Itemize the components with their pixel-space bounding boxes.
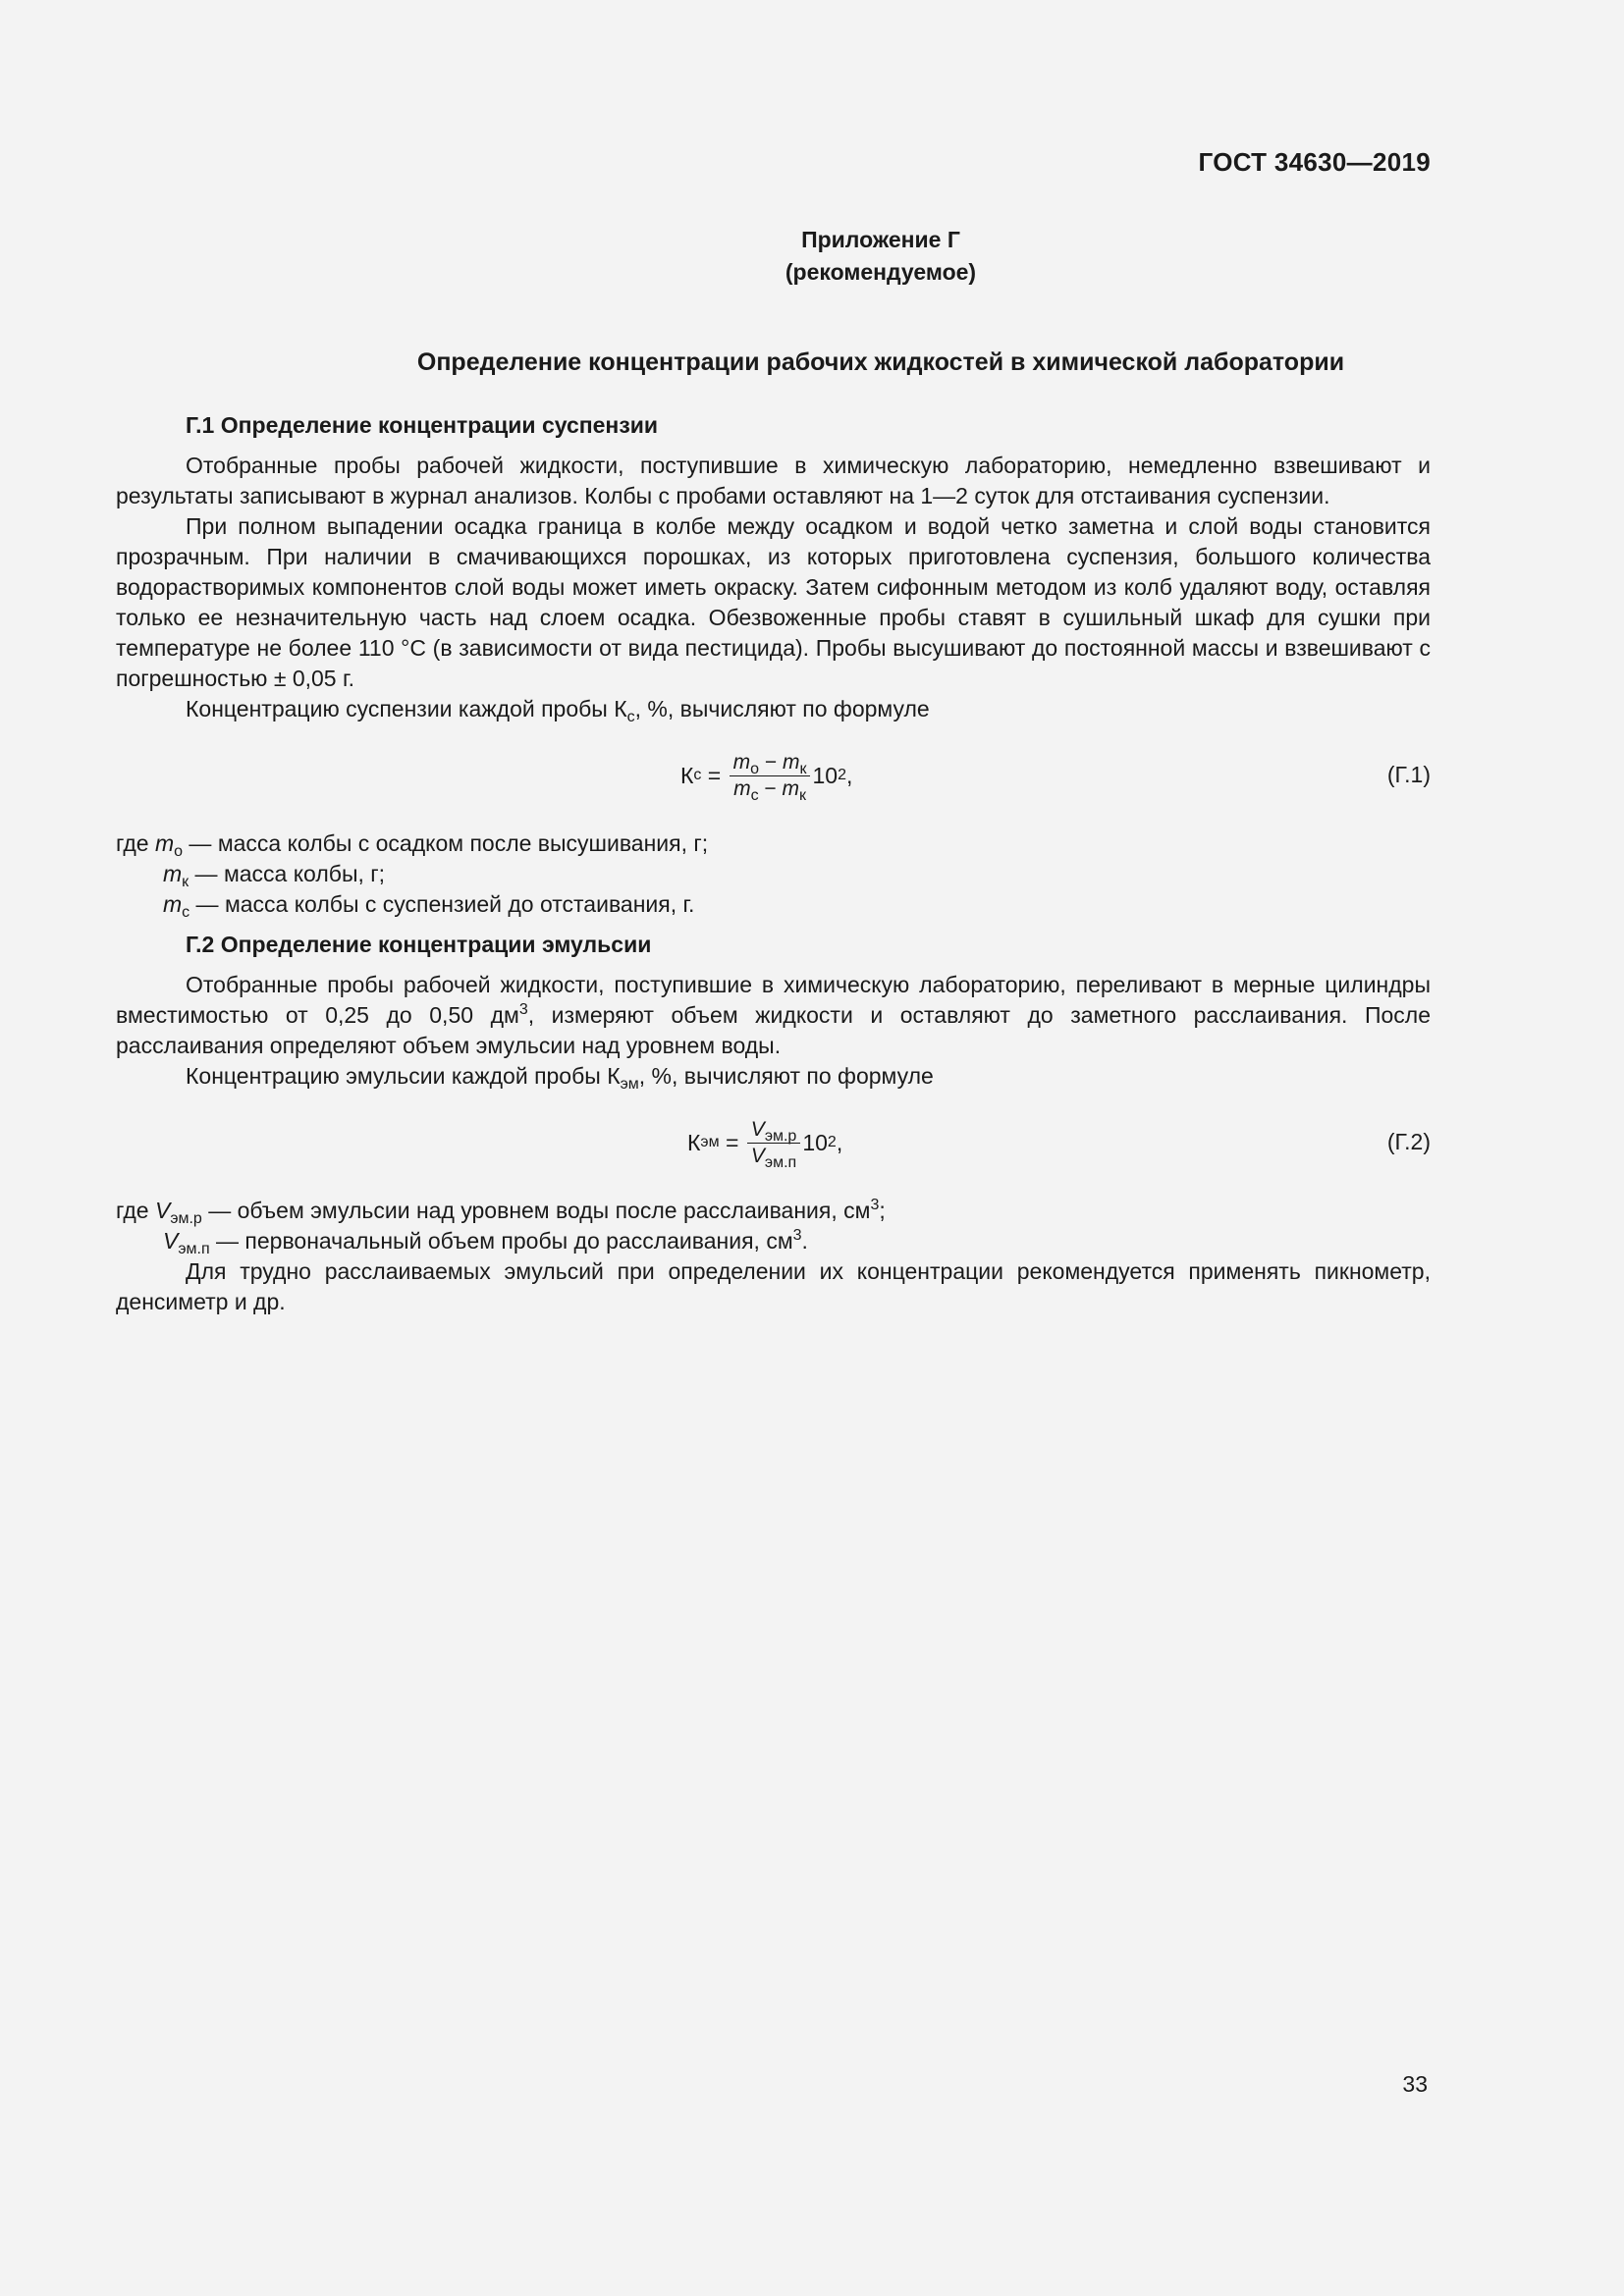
page-number: 33 [1402,2071,1428,2097]
where-item: где $m_о$ — масса колбы с осадком после высушивания, г; [116,830,709,860]
denominator: $m_с - m_к$ [733,776,807,804]
where-item: где $V_{эм.р}$ — объем эмульсии над уровнем воды после расслаивания, $см^3$; [116,1197,886,1227]
numerator: $V_{эм.р}$ [750,1117,797,1145]
paragraph: Для трудно расслаиваемых эмульсий при определении их концентрации рекомендуется применять пикнометр, денсиметр и др. [116,1258,1431,1314]
section-heading-2: Г.2 Определение концентрации эмульсии [186,932,652,957]
standard-code: ГОСТ 34630—2019 [1198,147,1431,177]
annex-title: Приложение Г [801,227,960,252]
paragraph: Отобранные пробы рабочей жидкости, поступившие в химическую лабораторию, немедленно взвешивают и результаты записывают в журнал анализов. Колбы с пробами оставляют на 1—2 суток для отстаивания суспензии. [116,453,1431,508]
annex-header [0,224,1624,289]
where-item: $V_{эм.п}$ — первоначальный объем пробы до расслаивания, $см^3$. [163,1227,808,1257]
fraction [747,1117,801,1169]
paragraph: Отобранные пробы рабочей жидкости, поступившие в химическую лабораторию, переливают в мерные цилиндры вместимостью от 0,25 до 0,50 $дм^3$, измеряют объем жидкости и оставляют до заметного расслаивания. После расслаивания определяют объем эмульсии над уровнем воды. [116,972,1432,1058]
formula-g2 [116,1101,1431,1184]
formula-expression: К с = $\frac{m_о - m_к}{m_с - m_к}$ 10 2 , [680,750,853,804]
annex-status: (рекомендуемое) [785,259,977,285]
formula-g1 [116,734,1431,817]
equation-number: (Г.2) [1386,1129,1431,1154]
formula-expression: К эм = $\frac{V_{эм.р}}{V_{эм.п}}$ 10 2 , [687,1117,843,1171]
paragraph: Концентрацию эмульсии каждой пробы $К_{эм}$, %, вычисляют по формуле [186,1063,934,1093]
paragraph: Концентрацию суспензии каждой пробы $К_с$, %, вычисляют по формуле [186,696,930,725]
paragraph: При полном выпадении осадка граница в колбе между осадком и водой четко заметна и слой воды становится прозрачным. При наличии в смачивающихся порошках, из которых приготовлена суспензия, большого количества водорастворимых компонентов слой воды может иметь окраску. Затем сифонным методом из колб удаляют воду, оставляя только ее незначительную часть над слоем осадка. Обезвоженные пробы ставят в сушильный шкаф для сушки при температуре не более 110 °С (в зависимости от вида пестицида). Пробы высушивают до постоянной массы и взвешивают с погрешностью ± 0,05 г. [116,513,1431,691]
numerator: $m_о - m_к$ [732,750,807,777]
denominator: $V_{эм.п}$ [750,1144,797,1171]
equation-number: (Г.1) [1386,762,1431,787]
section-heading-1: Г.1 Определение концентрации суспензии [186,412,659,438]
where-item: $m_к$ — масса колбы, г; [163,861,386,890]
document-body [116,410,1431,1317]
annex-heading: Определение концентрации рабочих жидкостей в химической лаборатории [416,348,1345,376]
fraction [730,750,811,802]
where-item: $m_с$ — масса колбы с суспензией до отстаивания, г. [163,891,695,921]
